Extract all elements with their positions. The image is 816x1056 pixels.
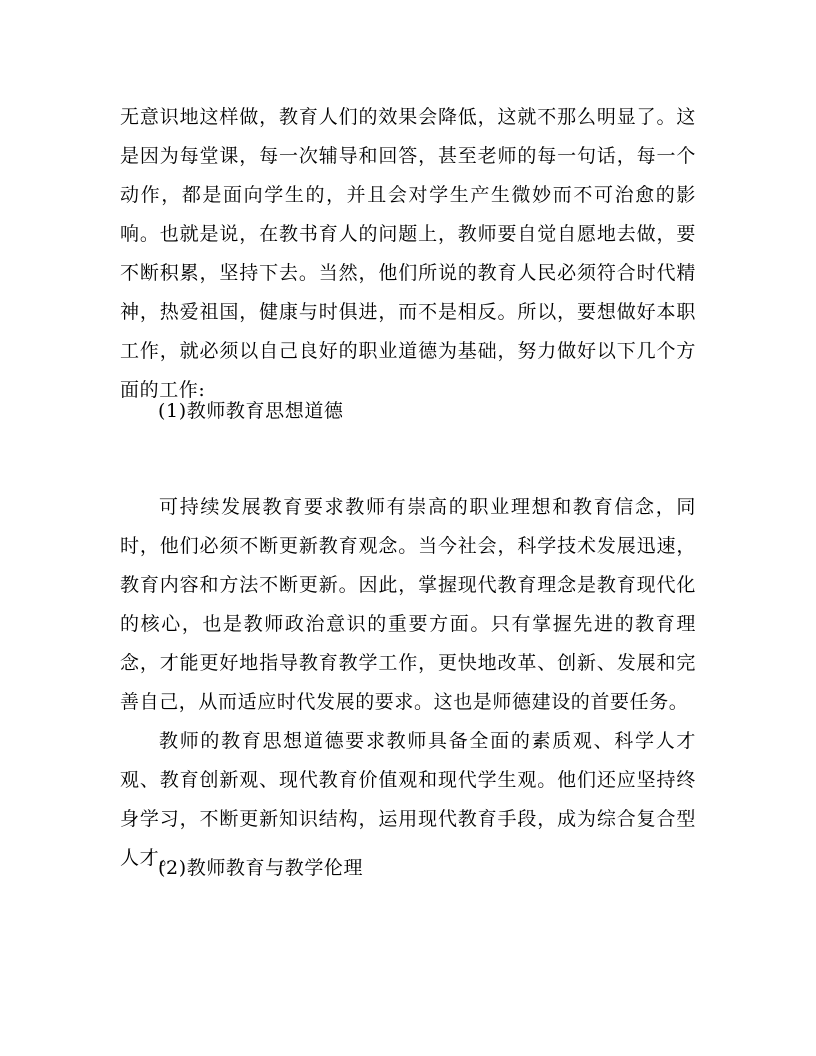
- section-heading: (1)教师教育思想道德: [158, 400, 344, 422]
- body-paragraph: 可持续发展教育要求教师有崇高的职业理想和教育信念，同时，他们必须不断更新教育观念。当今社会，科学技术发展迅速，教育内容和方法不断更新。因此，掌握现代教育理念是教育现代化的核心，也是教师政治意识的重要方面。只有掌握先进的教育理念，才能更好地指导教育教学工作，更快地改革、创新、发展和完善自己，从而适应时代发展的要求。这也是师德建设的首要任务。: [120, 496, 696, 713]
- section-heading: (2)教师教育与教学伦理: [158, 857, 364, 879]
- body-paragraph: 教师的教育思想道德要求教师具备全面的素质观、科学人才观、教育创新观、现代教育价值观和现代学生观。他们还应坚持终身学习，不断更新知识结构，运用现代教育手段，成为综合复合型人才。: [120, 730, 696, 869]
- body-paragraph: 无意识地这样做，教育人们的效果会降低，这就不那么明显了。这是因为每堂课，每一次辅导和回答，甚至老师的每一句话，每一个动作，都是面向学生的，并且会对学生产生微妙而不可治愈的影响。也就是说，在教书育人的问题上，教师要自觉自愿地去做，要不断积累，坚持下去。当然，他们所说的教育人民必须符合时代精神，热爱祖国，健康与时俱进，而不是相反。所以，要想做好本职工作，就必须以自己良好的职业道德为基础，努力做好以下几个方面的工作:: [120, 106, 696, 401]
